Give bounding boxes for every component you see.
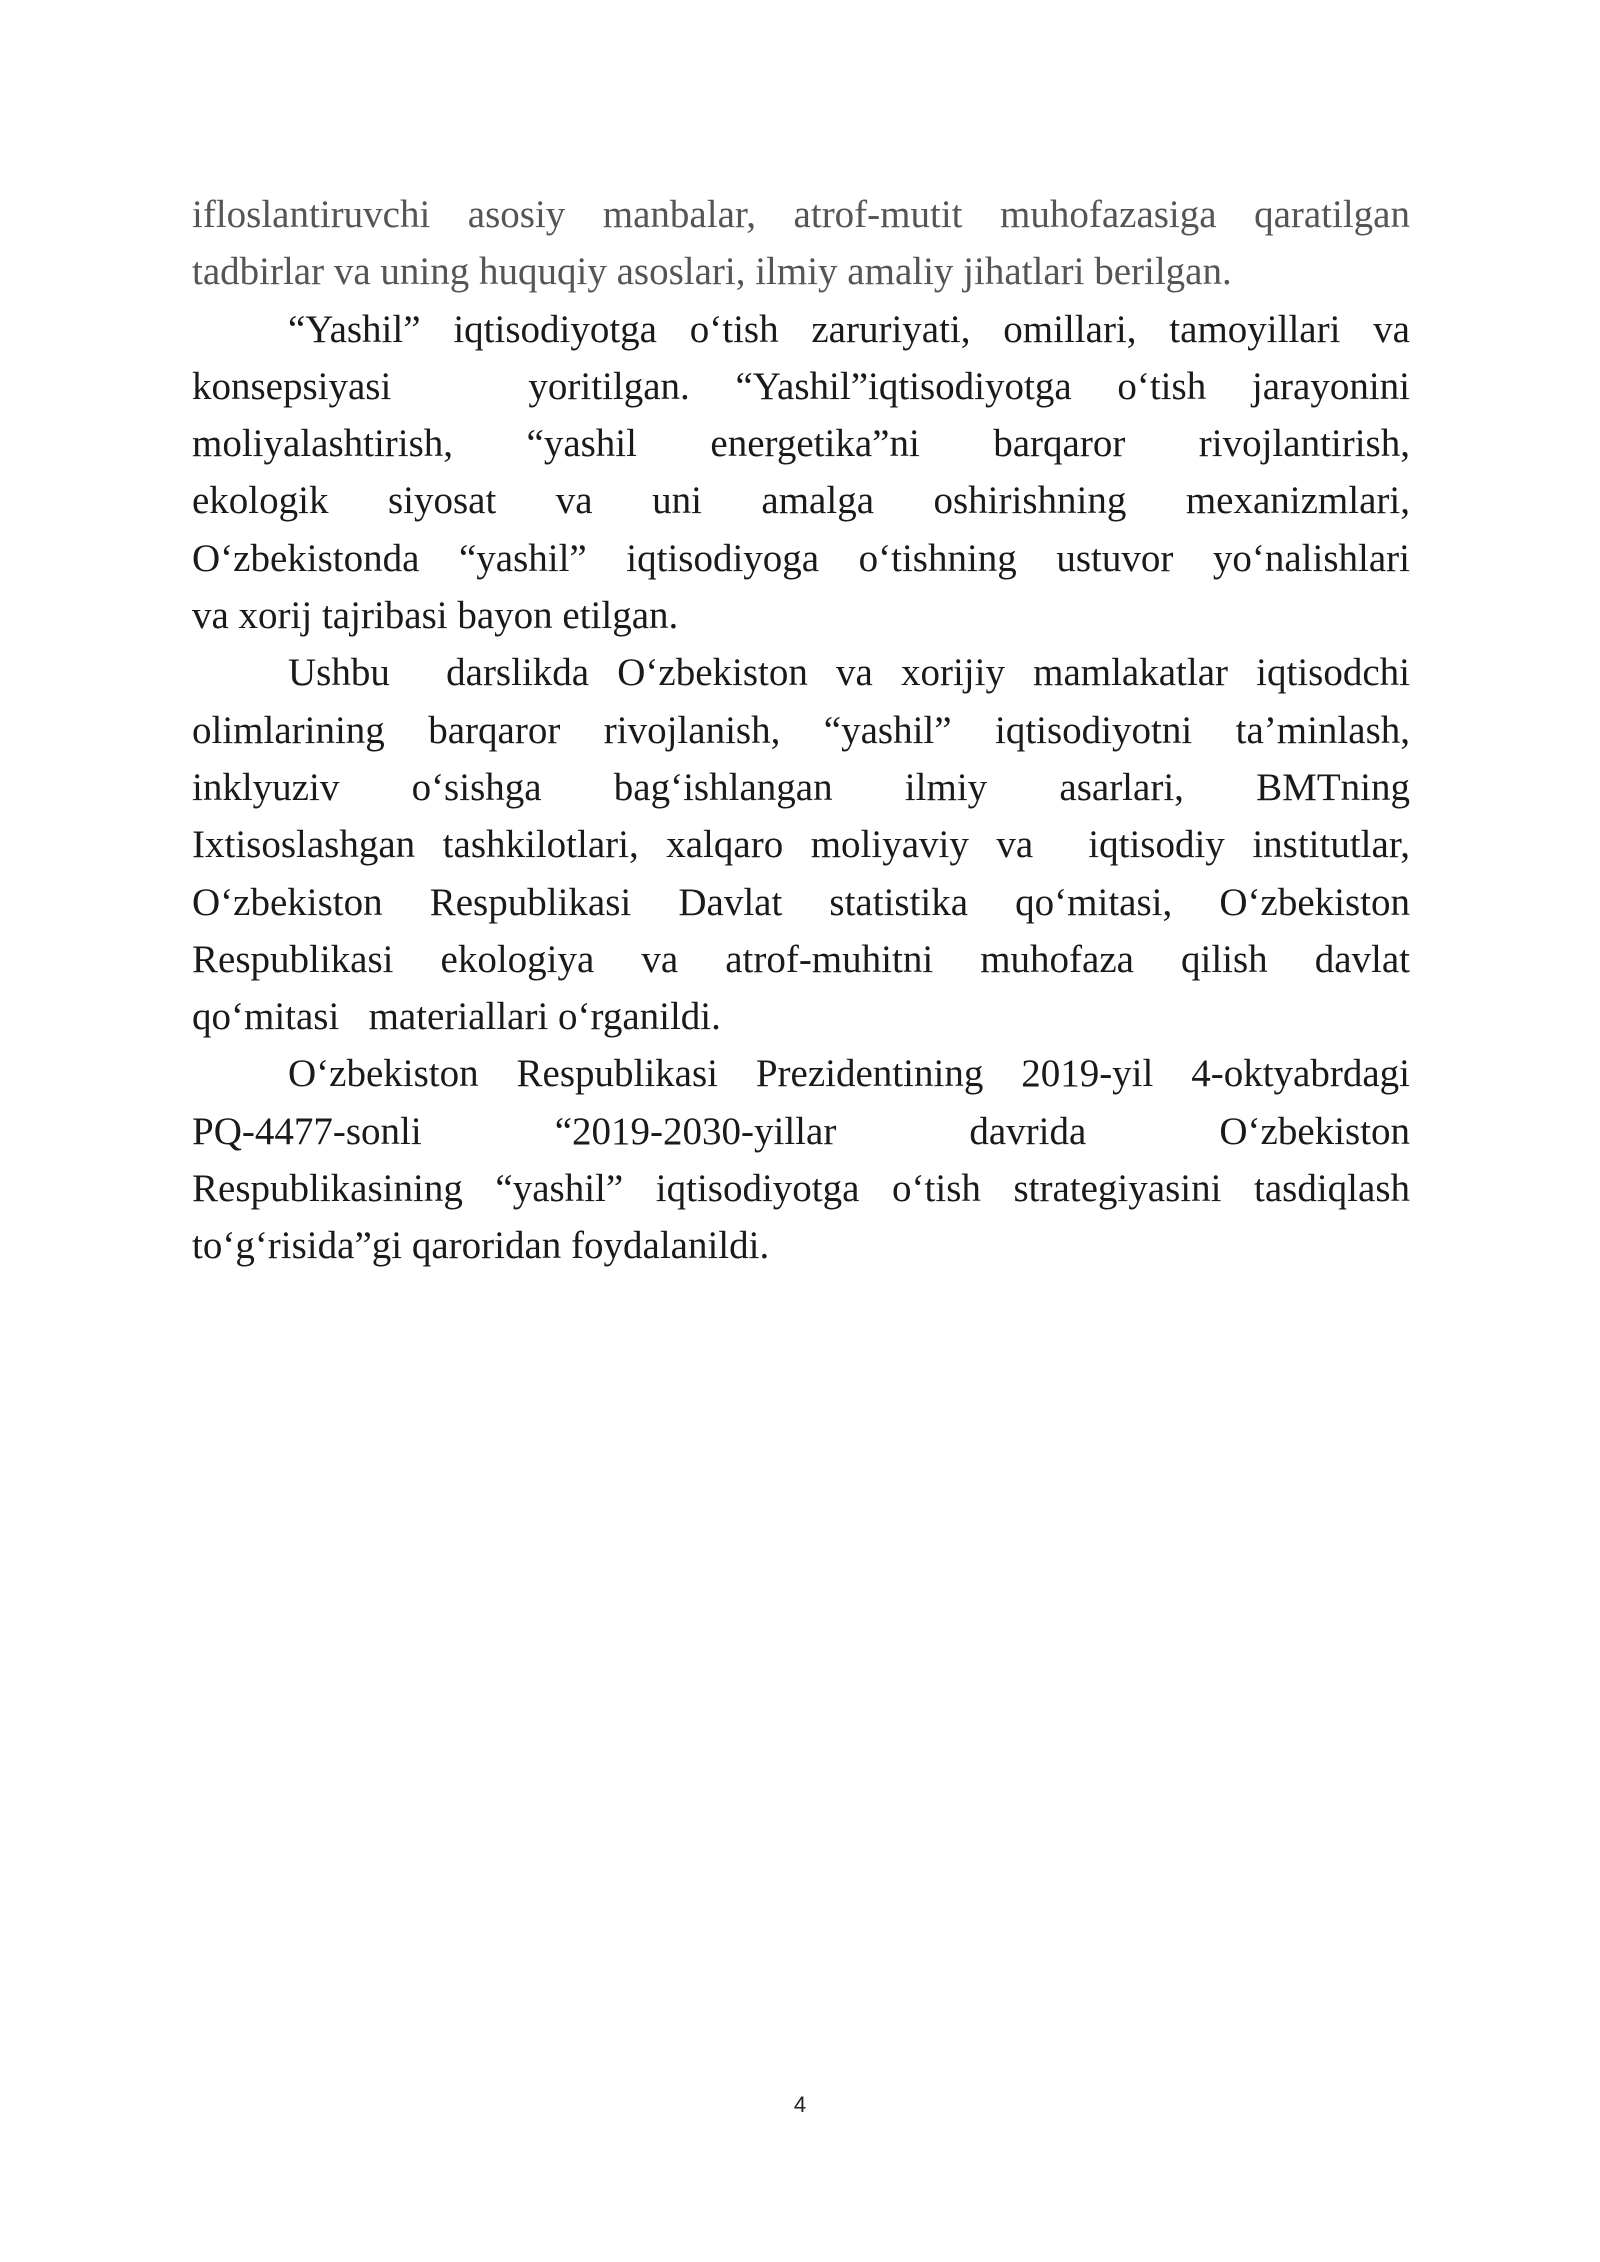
text-line: Ixtisoslashgan tashkilotlari, xalqaro moliyaviy va iqtisodiy institutlar, (192, 823, 1410, 867)
text-line: olimlarining barqaror rivojlanish, “yashil” iqtisodiyotni ta’minlash, (192, 708, 1410, 752)
text-line: PQ-4477-sonli “2019-2030-yillar davrida O‘zbekiston (192, 1109, 1410, 1153)
text-line: qo‘mitasi materiallari o‘rganildi. (192, 995, 721, 1039)
paragraph-2 (192, 301, 1410, 645)
text-line: moliyalashtirish, “yashil energetika”ni barqaror rivojlantirish, (192, 422, 1410, 466)
paragraph-3 (192, 644, 1410, 1045)
paragraph-1 (192, 186, 1410, 301)
page-number: 4 (793, 2092, 807, 2117)
text-line: to‘g‘risida”gi qaroridan foydalanildi. (192, 1224, 770, 1268)
text-line: O‘zbekistonda “yashil” iqtisodiyoga o‘tishning ustuvor yo‘nalishlari (192, 536, 1410, 580)
paragraph-4 (192, 1045, 1410, 1274)
text-line: O‘zbekiston Respublikasi Prezidentining 2019-yil 4-oktyabrdagi (288, 1052, 1410, 1096)
text-line: O‘zbekiston Respublikasi Davlat statistika qo‘mitasi, O‘zbekiston (192, 880, 1410, 924)
text-line: va xorij tajribasi bayon etilgan. (192, 594, 679, 638)
text-line: tadbirlar va uning huquqiy asoslari, ilmiy amaliy jihatlari berilgan. (192, 250, 1232, 294)
text-line: inklyuziv o‘sishga bag‘ishlangan ilmiy asarlari, BMTning (192, 765, 1410, 809)
text-line: konsepsiyasi yoritilgan. “Yashil”iqtisodiyotga o‘tish jarayonini (192, 364, 1410, 408)
text-line: Respublikasining “yashil” iqtisodiyotga o‘tish strategiyasini tasdiqlash (192, 1167, 1410, 1211)
text-line: ekologik siyosat va uni amalga oshirishning mexanizmlari, (192, 479, 1410, 523)
body-text (192, 186, 1410, 1275)
text-line: Respublikasi ekologiya va atrof-muhitni muhofaza qilish davlat (192, 937, 1410, 981)
text-line: ifloslantiruvchi asosiy manbalar, atrof-mutit muhofazasiga qaratilgan (192, 193, 1410, 236)
text-line: Ushbu darslikda O‘zbekiston va xorijiy mamlakatlar iqtisodchi (288, 651, 1410, 695)
text-line: “Yashil” iqtisodiyotga o‘tish zaruriyati, omillari, tamoyillari va (288, 307, 1410, 351)
